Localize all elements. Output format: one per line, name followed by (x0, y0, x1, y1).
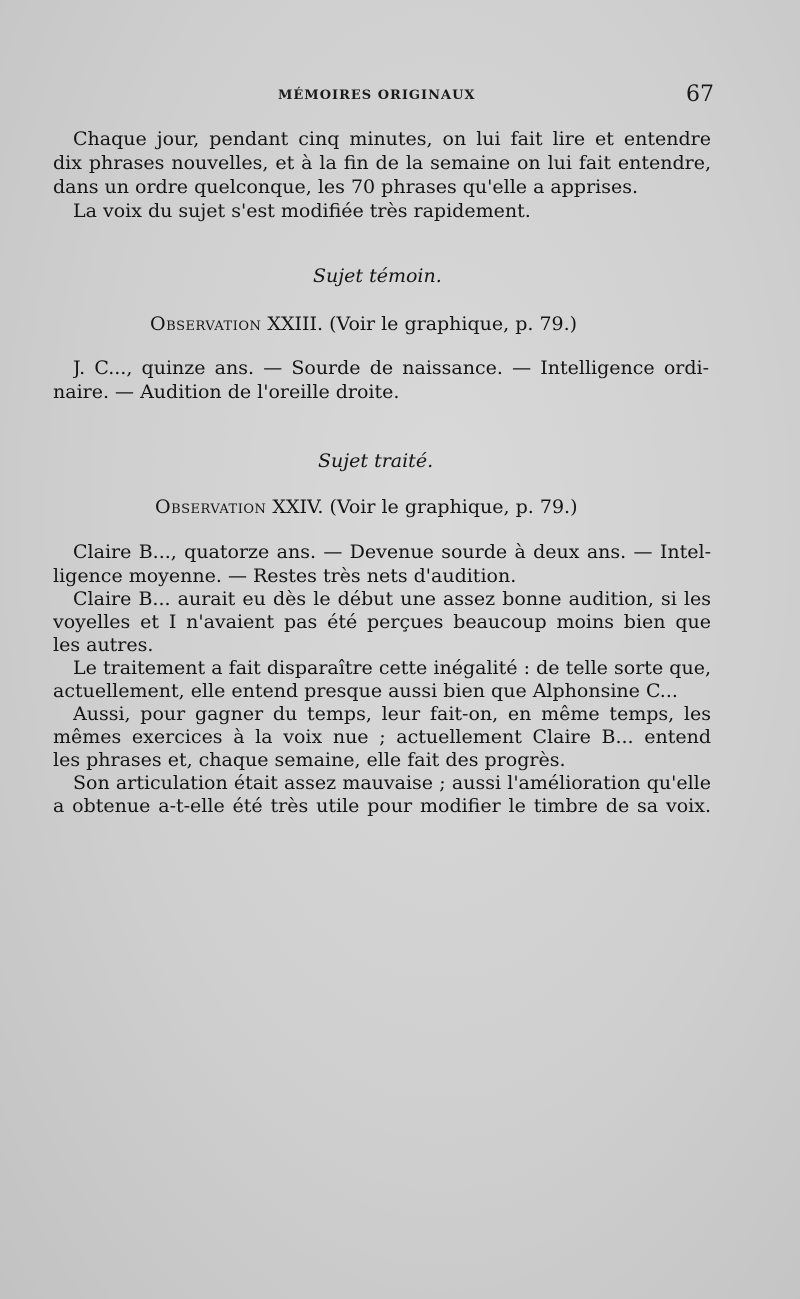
text-line: voyelles et I n'avaient pas été perçues beaucoup moins bien que (53, 611, 711, 633)
observation-reference: XXIV. (Voir le graphique, p. 79.) (266, 496, 578, 518)
text-line: dans un ordre quelconque, les 70 phrases qu'elle a apprises. (53, 176, 639, 198)
text-line: Son articulation était assez mauvaise ; aussi l'amélioration qu'elle (73, 772, 711, 794)
section-heading-sujet-traite: Sujet traité. (318, 450, 434, 472)
text-line: J. C..., quinze ans. — Sourde de naissance. — Intelligence ordi- (73, 357, 709, 379)
observation-title-xxiii (150, 313, 577, 335)
text-line: naire. — Audition de l'oreille droite. (53, 381, 400, 403)
text-line: Chaque jour, pendant cinq minutes, on lui fait lire et entendre (73, 128, 711, 150)
observation-label: Observation (150, 313, 262, 335)
observation-label: Observation (155, 496, 267, 518)
text-line: Claire B... aurait eu dès le début une assez bonne audition, si les (73, 588, 711, 610)
text-line: les autres. (53, 634, 154, 656)
section-heading-sujet-temoin: Sujet témoin. (313, 265, 442, 287)
observation-title-xxiv (155, 496, 577, 518)
text-line: Aussi, pour gagner du temps, leur fait-on, en même temps, les (73, 703, 711, 725)
observation-reference: XXIII. (Voir le graphique, p. 79.) (261, 313, 578, 335)
text-line: actuellement, elle entend presque aussi bien que Alphonsine C... (53, 680, 678, 702)
page-number: 67 (686, 82, 714, 107)
text-line: mêmes exercices à la voix nue ; actuellement Claire B... entend (53, 726, 711, 748)
text-line: ligence moyenne. — Restes très nets d'audition. (53, 565, 517, 587)
text-line: a obtenue a-t-elle été très utile pour modifier le timbre de sa voix. (53, 795, 711, 817)
text-line: Le traitement a fait disparaître cette inégalité : de telle sorte que, (73, 657, 711, 679)
text-line: Claire B..., quatorze ans. — Devenue sourde à deux ans. — Intel- (73, 541, 711, 563)
text-line: dix phrases nouvelles, et à la fin de la semaine on lui fait entendre, (53, 152, 711, 174)
text-line: La voix du sujet s'est modifiée très rapidement. (73, 200, 531, 222)
page-header (0, 82, 800, 110)
text-line: les phrases et, chaque semaine, elle fait des progrès. (53, 749, 566, 771)
running-title: MÉMOIRES ORIGINAUX (278, 88, 476, 103)
